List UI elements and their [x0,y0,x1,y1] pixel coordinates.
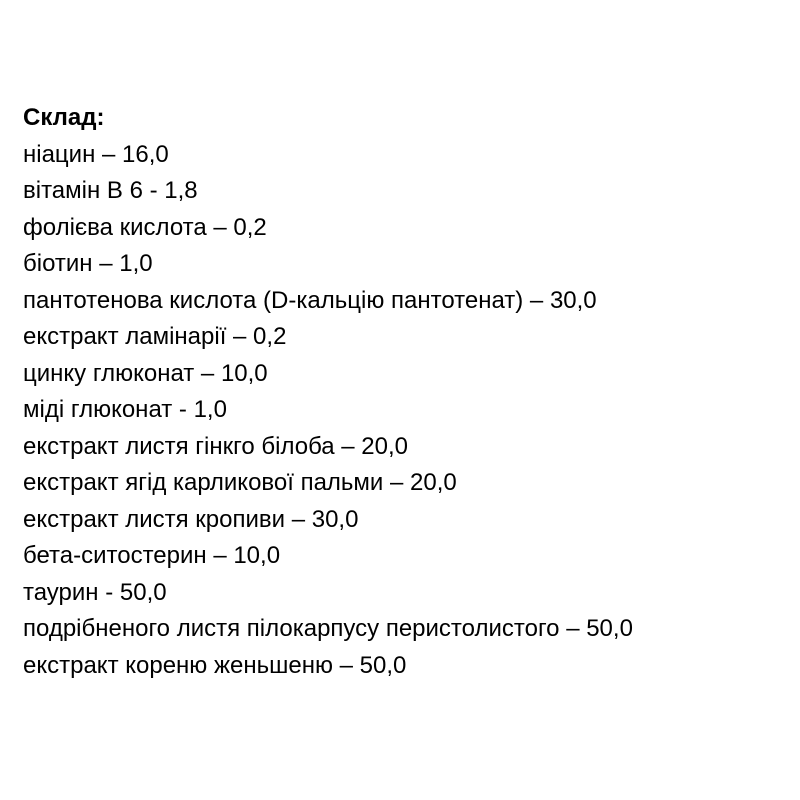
ingredient-line: екстракт листя гінкго білоба – 20,0 [23,432,409,460]
ingredient-line: екстракт ягід карликової пальми – 20,0 [23,469,457,496]
ingredient-line: подрібненого листя пілокарпусу перистолистого – 50,0 [23,615,633,642]
ingredient-line: вітамін В 6 - 1,8 [23,177,198,204]
ingredient-line: фолієва кислота – 0,2 [23,213,267,241]
composition-heading: Склад: [23,104,105,131]
ingredient-line: ніацин – 16,0 [23,140,169,168]
ingredient-line: екстракт кореню женьшеню – 50,0 [23,651,407,679]
ingredient-line: таурин - 50,0 [23,578,167,606]
ingredient-line: цинку глюконат – 10,0 [23,359,268,387]
ingredient-line: екстракт ламінарії – 0,2 [23,323,287,350]
ingredient-line: біотин – 1,0 [23,250,153,277]
ingredient-line: екстракт листя кропиви – 30,0 [23,505,359,533]
ingredient-list [23,137,793,685]
ingredient-line: пантотенова кислота (D-кальцію пантотенат) – 30,0 [23,286,597,314]
ingredient-line: бета-ситостерин – 10,0 [23,542,281,569]
composition-block [23,100,793,684]
ingredient-line: міді глюконат - 1,0 [23,396,227,423]
